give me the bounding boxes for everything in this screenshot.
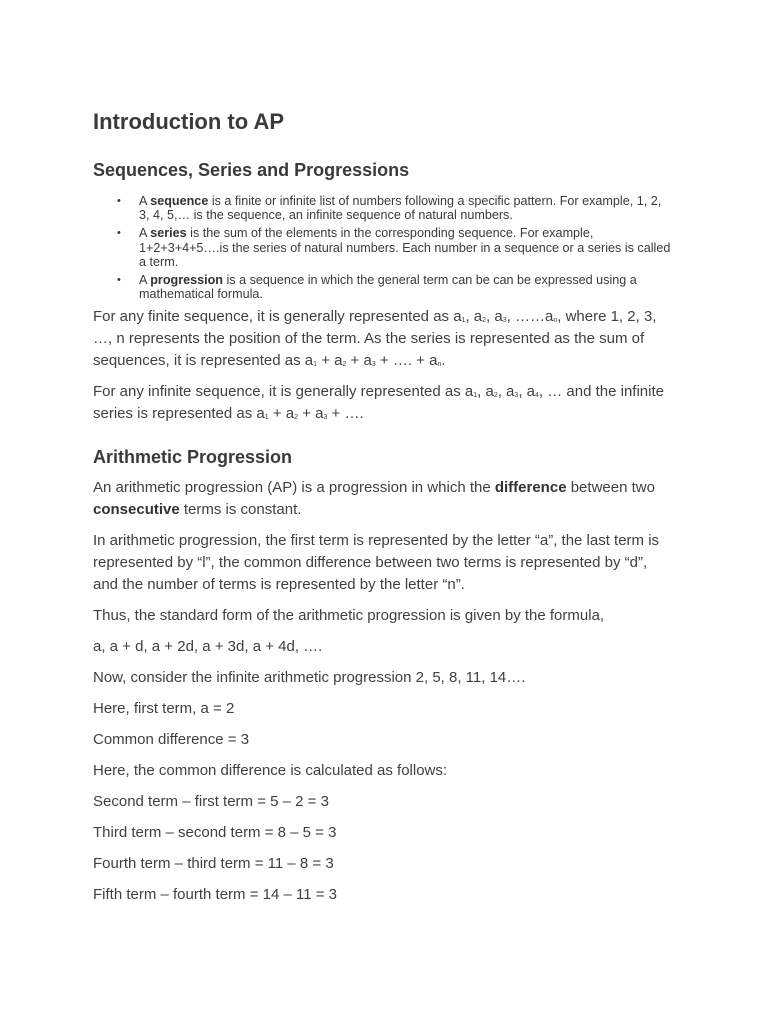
list-item: • A progression is a sequence in which the general term can be can be expressed using a mathematical formula. xyxy=(139,273,673,301)
standard-form-intro: Thus, the standard form of the arithmetic progression is given by the formula, xyxy=(93,607,605,625)
term-progression: progression xyxy=(150,273,223,288)
document-content xyxy=(93,108,673,915)
page-title: Introduction to AP xyxy=(93,109,285,134)
calc-line-fifth: Fifth term – fourth term = 14 – 11 = 3 xyxy=(93,886,338,904)
term-sequence: sequence xyxy=(150,194,209,208)
calc-line-second: Second term – first term = 5 – 2 = 3 xyxy=(93,793,329,811)
list-item: • A series is the sum of the elements in the corresponding sequence. For example, 1+2+3+4+5….is the series of natural numbers. Each number in a sequence or a series is called a term. xyxy=(139,226,673,269)
section-heading-arithmetic-progression: Arithmetic Progression xyxy=(93,447,293,468)
calculation-intro: Here, the common difference is calculated as follows: xyxy=(93,762,448,780)
example-progression: Now, consider the infinite arithmetic progression 2, 5, 8, 11, 14…. xyxy=(93,669,526,687)
common-difference-line: Common difference = 3 xyxy=(93,731,250,749)
finite-sequence-paragraph: For any finite sequence, it is generally represented as $a_1$, $a_2$, $a_3$, $\dots\dots a_n$, where 1, 2, 3, …, n represents the position of the term. As the series is represented as the sum of sequences, it is represented as $a_1 + a_2 + a_3$ + …. + $a_n$. xyxy=(93,308,657,370)
section-heading-sequences: Sequences, Series and Progressions xyxy=(93,160,410,180)
infinite-sequence-paragraph: For any infinite sequence, it is generally represented as $a_1$, $a_2$, $a_3$, $a_4$, … and the infinite series is represented as $a_1 + a_2 + a_3$ + …. xyxy=(93,383,664,423)
calc-line-fourth: Fourth term – third term = 11 – 8 = 3 xyxy=(93,855,334,873)
definitions-list xyxy=(93,194,673,301)
calc-line-third: Third term – second term = 8 – 5 = 3 xyxy=(93,824,337,842)
first-term-line: Here, first term, a = 2 xyxy=(93,700,235,718)
term-series: series xyxy=(150,226,187,241)
standard-form-formula: a, a + d, a + 2d, a + 3d, a + 4d, …. xyxy=(93,638,323,656)
ap-notation-paragraph: In arithmetic progression, the first term is represented by the letter “a”, the last term is represented by “l”, the common difference between two terms is represented by “d”, and the number of terms is represented by the letter “n”. xyxy=(93,532,660,594)
list-item: • A sequence is a finite or infinite list of numbers following a specific pattern. For example, 1, 2, 3, 4, 5,… is the sequence, an infinite sequence of natural numbers. xyxy=(139,194,673,222)
ap-definition-paragraph: An arithmetic progression (AP) is a progression in which the difference between two consecutive terms is constant. xyxy=(93,479,655,519)
